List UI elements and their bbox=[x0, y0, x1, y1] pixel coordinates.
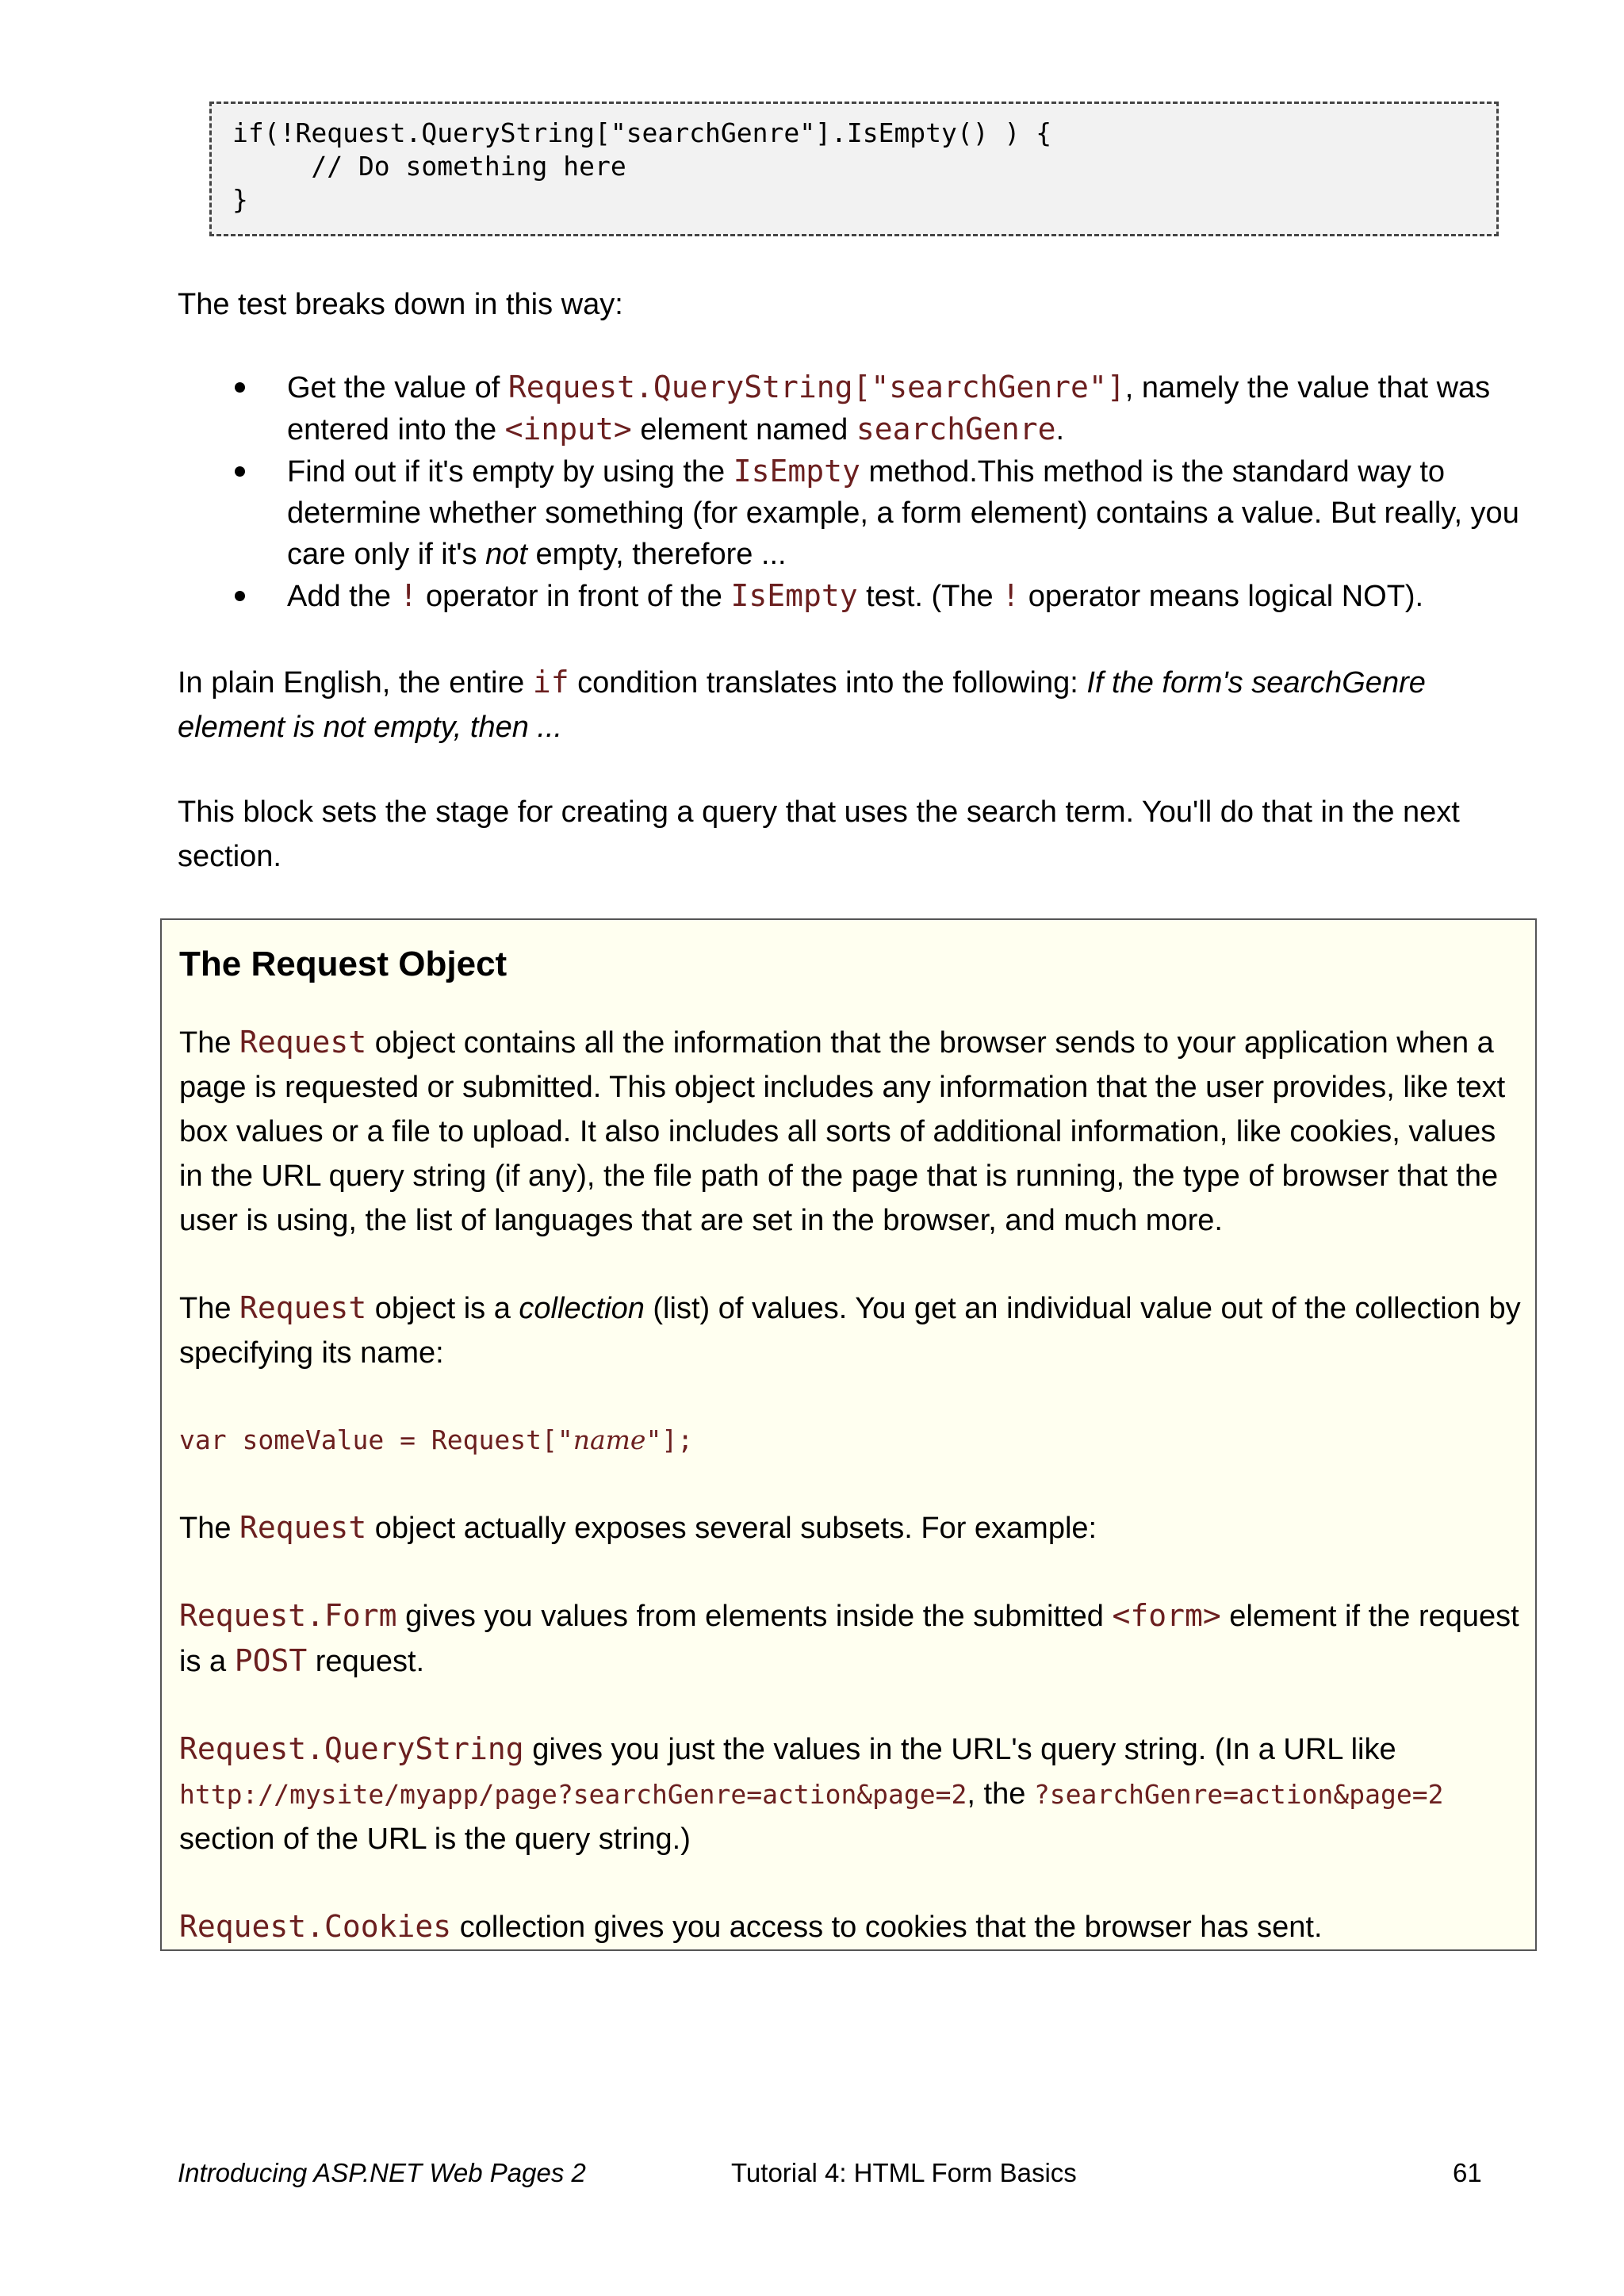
inline-code: Request.Cookies bbox=[179, 1909, 452, 1944]
sidebar-title: The Request Object bbox=[179, 945, 508, 983]
sidebar-code-example bbox=[179, 1418, 1524, 1462]
sidebar-paragraph bbox=[179, 1904, 1524, 1949]
text: The bbox=[179, 1292, 240, 1325]
code-line: if(!Request.QueryString["searchGenre"].IsEmpty() ) { bbox=[232, 117, 1052, 148]
intro-paragraph: The test breaks down in this way: bbox=[178, 288, 623, 321]
text: The bbox=[179, 1512, 240, 1545]
text: element named bbox=[631, 413, 856, 447]
text: condition translates into the following: bbox=[569, 666, 1087, 700]
inline-code: Request.QueryString bbox=[179, 1731, 524, 1766]
bullet-list bbox=[232, 366, 1532, 617]
inline-code: Request bbox=[239, 1290, 367, 1325]
text: object contains all the information that the browser sends to your application when a page is requested or submitted. This object includes any information that the user provides, like text box values or a file to upload. It also includes all sorts of additional information, like cookies, values in the URL query string (if any), the file path of the page that is running, the type of browser that the user is using, the list of languages that are set in the browser, and much more. bbox=[179, 1026, 1506, 1237]
text: empty, therefore ... bbox=[527, 538, 787, 571]
code-line: } bbox=[232, 184, 248, 215]
text: Get the value of bbox=[287, 371, 508, 404]
emphasis: If the form's searchGenre element is not empty, then ... bbox=[178, 666, 1426, 744]
page-number: 61 bbox=[1453, 2158, 1482, 2187]
text: collection gives you access to cookies that the browser has sent. bbox=[451, 1911, 1323, 1944]
inline-code: <form> bbox=[1112, 1598, 1221, 1633]
text: test. (The bbox=[857, 580, 1002, 613]
sidebar-paragraph bbox=[179, 1727, 1524, 1861]
inline-code: Request.QueryString["searchGenre"] bbox=[508, 370, 1125, 404]
text: gives you values from elements inside the submitted bbox=[396, 1600, 1113, 1633]
inline-code: ! bbox=[1002, 578, 1021, 613]
emphasis: not bbox=[485, 538, 527, 571]
text: section of the URL is the query string.) bbox=[179, 1823, 691, 1856]
text: request. bbox=[307, 1645, 425, 1678]
footer-chapter: Tutorial 4: HTML Form Basics bbox=[731, 2158, 1077, 2187]
plain-english-paragraph bbox=[178, 660, 1526, 749]
sidebar-paragraph bbox=[179, 1505, 1524, 1550]
bullet-item bbox=[232, 450, 1532, 575]
inline-code: POST bbox=[234, 1643, 308, 1678]
text: , the bbox=[967, 1777, 1034, 1811]
inline-code: Request.Form bbox=[179, 1598, 397, 1633]
inline-code: Request bbox=[239, 1510, 367, 1545]
footer-book-title: Introducing ASP.NET Web Pages 2 bbox=[178, 2158, 586, 2187]
inline-code: searchGenre bbox=[856, 412, 1056, 447]
inline-code-emphasis: name bbox=[573, 1424, 646, 1455]
text: element if the request is a bbox=[179, 1600, 1519, 1678]
text: method.This method is the standard way to determine whether something (for example, a form element) contains a value. But really, you care only if it's bbox=[287, 455, 1519, 571]
inline-code: <input> bbox=[504, 412, 632, 447]
inline-code: ! bbox=[399, 578, 418, 613]
inline-code: if bbox=[532, 665, 569, 700]
emphasis: collection bbox=[519, 1292, 645, 1325]
text: , namely the value that was entered into the bbox=[287, 371, 1491, 447]
text: (list) of values. You get an individual value out of the collection by specifying its name: bbox=[179, 1292, 1521, 1370]
bullet-item bbox=[232, 575, 1532, 617]
text: In plain English, the entire bbox=[178, 666, 533, 700]
inline-code-url: http://mysite/myapp/page?searchGenre=action&page=2 bbox=[179, 1779, 967, 1810]
sidebar-paragraph bbox=[179, 1020, 1524, 1243]
inline-code: IsEmpty bbox=[733, 454, 860, 489]
inline-code: "]; bbox=[645, 1424, 694, 1455]
text: gives you just the values in the URL's query string. (In a URL like bbox=[523, 1733, 1396, 1766]
sidebar-paragraph bbox=[179, 1593, 1524, 1684]
text: object actually exposes several subsets. For example: bbox=[366, 1512, 1097, 1545]
code-line: // Do something here bbox=[232, 151, 626, 182]
text: Find out if it's empty by using the bbox=[287, 455, 733, 489]
inline-code: Request bbox=[239, 1025, 367, 1060]
bullet-item bbox=[232, 366, 1532, 450]
text: object is a bbox=[366, 1292, 519, 1325]
inline-code: var someValue = Request[" bbox=[179, 1424, 573, 1455]
request-object-sidebar bbox=[160, 918, 1537, 1951]
text: operator means logical NOT). bbox=[1020, 580, 1424, 613]
code-block bbox=[209, 102, 1499, 236]
text: operator in front of the bbox=[417, 580, 731, 613]
sidebar-paragraph bbox=[179, 1286, 1524, 1375]
inline-code: IsEmpty bbox=[730, 578, 858, 613]
text: . bbox=[1055, 413, 1065, 447]
text: Add the bbox=[287, 580, 400, 613]
inline-code: ?searchGenre=action&page=2 bbox=[1033, 1779, 1444, 1810]
stage-paragraph: This block sets the stage for creating a query that uses the search term. You'll do that in the next section. bbox=[178, 795, 1460, 873]
text: The bbox=[179, 1026, 240, 1060]
